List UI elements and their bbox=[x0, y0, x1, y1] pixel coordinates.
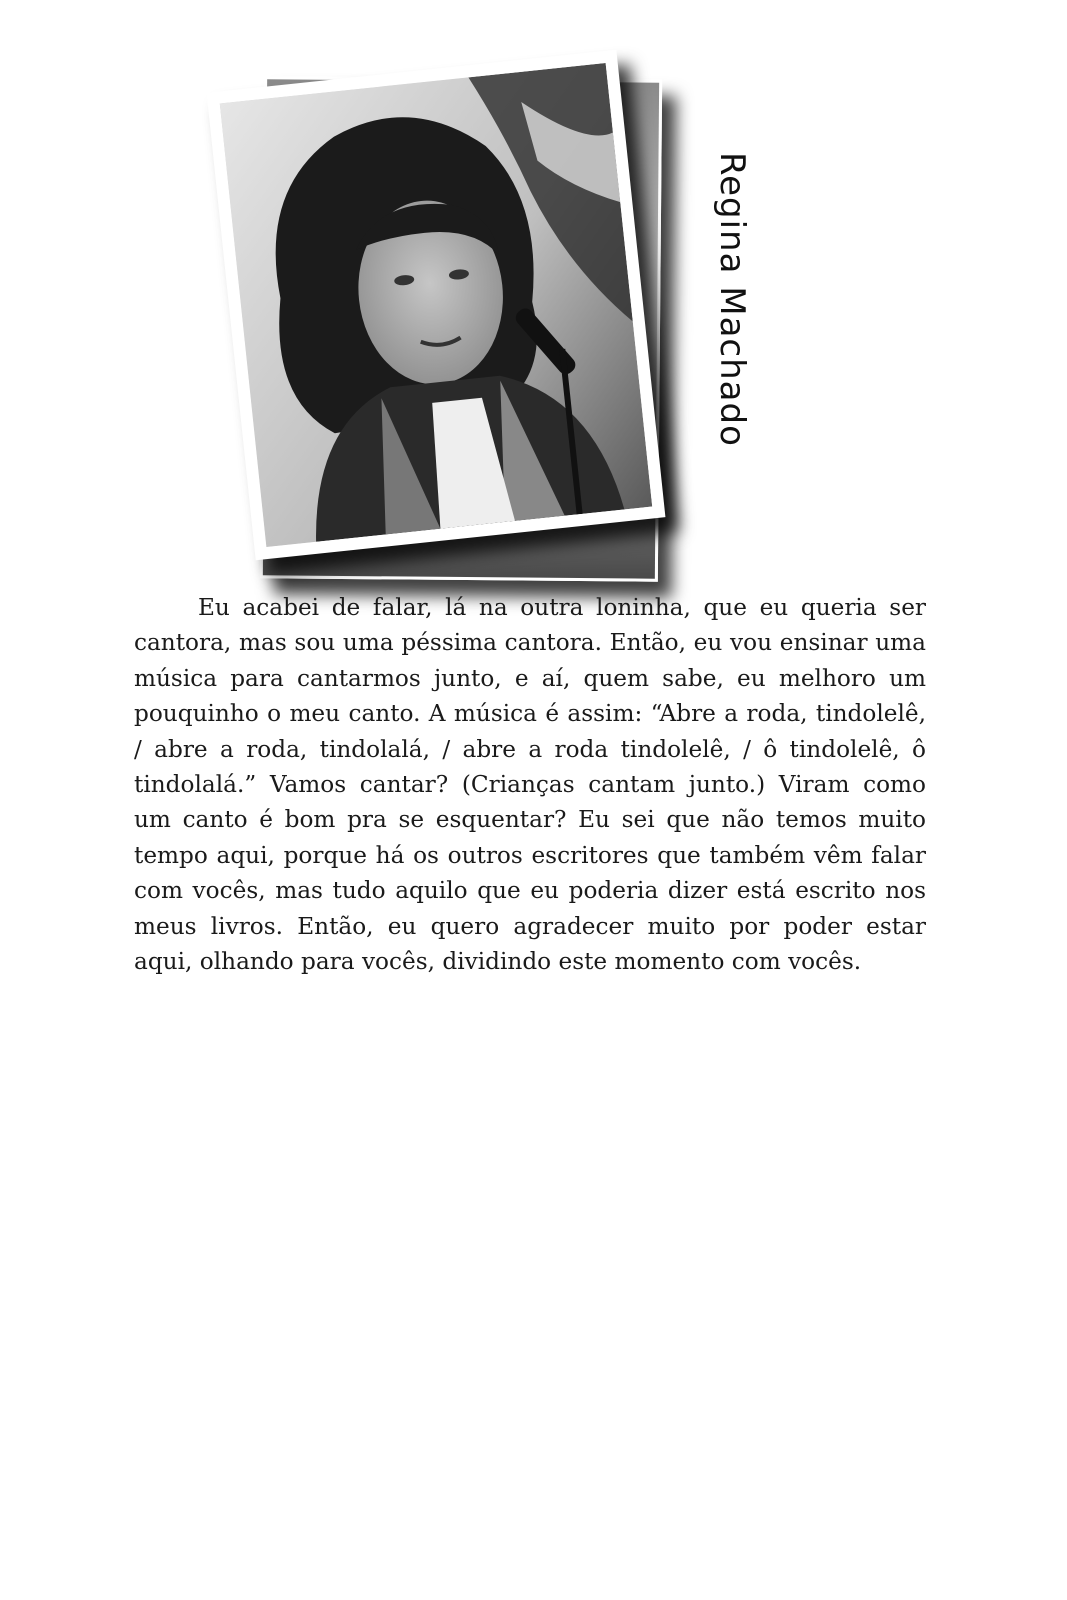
body-paragraph: Eu acabei de falar, lá na outra loninha, que eu queria ser cantora, mas sou uma péssima cantora. Então, eu vou ensinar uma música para cantarmos junto, e aí, quem sabe, eu melhoro um pouquinho o meu canto. A música é assim: “Abre a roda, tindolelê, / abre a roda, tindolalá, / abre a roda tindolelê, / ô tindolelê, ô tindolalá.” Vamos cantar? (Crianças cantam junto.) Viram como um canto é bom pra se esquentar? Eu sei que não temos muito tempo aqui, porque há os outros escritores que também vêm falar com vocês, mas tudo aquilo que eu poderia dizer está escrito nos meus livros. Então, eu quero agradecer muito por poder estar aqui, olhando para vocês, dividindo este momento com vocês. bbox=[134, 594, 926, 976]
portrait-photo-icon bbox=[220, 63, 652, 547]
photo-caption: Regina Machado bbox=[712, 152, 752, 447]
photo-stack bbox=[228, 48, 698, 588]
portrait-photo bbox=[220, 63, 652, 547]
front-photo-card bbox=[207, 50, 666, 560]
body-text bbox=[134, 590, 926, 979]
